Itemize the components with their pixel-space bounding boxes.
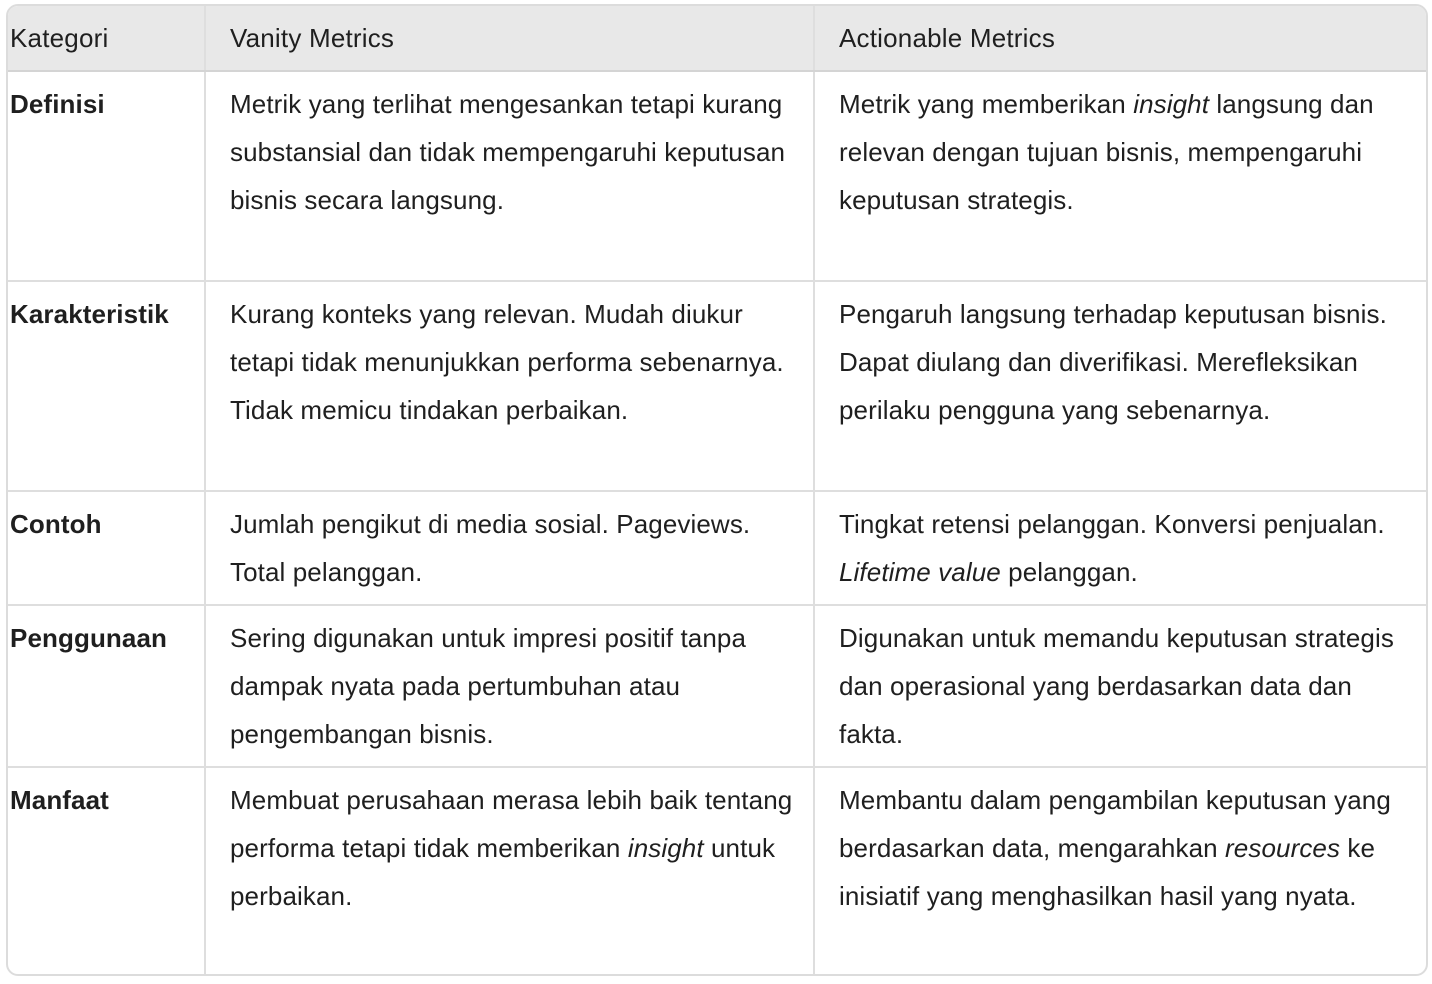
vanity-cell [205,767,814,974]
emphasized-text: insight [627,833,704,863]
vanity-cell [205,491,814,605]
cell-text: Kurang konteks yang relevan. Mudah diukur tetapi tidak menunjukkan performa sebenarnya. Tidak memicu tindakan perbaikan. [230,299,784,425]
header-vanity-metrics: Vanity Metrics [205,6,814,71]
category-cell: Karakteristik [8,281,205,491]
table-row [8,605,1426,767]
vanity-cell [205,281,814,491]
actionable-cell [814,767,1426,974]
table-row [8,71,1426,281]
cell-text: Metrik yang memberikan [839,89,1134,119]
cell-text: Metrik yang terlihat mengesankan tetapi kurang substansial dan tidak mempengaruhi keputusan bisnis secara langsung. [230,89,786,215]
actionable-cell [814,281,1426,491]
cell-text: langsung dan relevan dengan tujuan bisnis, mempengaruhi keputusan strategis. [839,89,1374,215]
header-actionable-metrics: Actionable Metrics [814,6,1426,71]
cell-text: Tingkat retensi pelanggan. Konversi penjualan. [839,509,1385,539]
cell-text: Jumlah pengikut di media sosial. Pageviews. Total pelanggan. [230,509,751,587]
emphasized-text: insight [1133,89,1210,119]
cell-text: ke inisiatif yang menghasilkan hasil yang nyata. [839,833,1376,911]
actionable-cell [814,605,1426,767]
actionable-cell [814,491,1426,605]
cell-text: Membantu dalam pengambilan keputusan yang berdasarkan data, mengarahkan [839,785,1391,863]
category-cell: Contoh [8,491,205,605]
table-row [8,767,1426,974]
table-body [8,71,1426,974]
vanity-cell [205,71,814,281]
table-header [8,6,1426,71]
actionable-cell [814,71,1426,281]
comparison-table-container [6,4,1428,976]
emphasized-text: resources [1225,833,1341,863]
emphasized-text: Lifetime value [839,557,1001,587]
vanity-cell [205,605,814,767]
cell-text: pelanggan. [1000,557,1138,587]
category-cell: Definisi [8,71,205,281]
cell-text: Membuat perusahaan merasa lebih baik tentang performa tetapi tidak memberikan [230,785,793,863]
table-row [8,491,1426,605]
table-row [8,281,1426,491]
category-cell: Penggunaan [8,605,205,767]
category-cell: Manfaat [8,767,205,974]
cell-text: Digunakan untuk memandu keputusan strategis dan operasional yang berdasarkan data dan fakta. [839,623,1394,749]
cell-text: Sering digunakan untuk impresi positif tanpa dampak nyata pada pertumbuhan atau pengembangan bisnis. [230,623,747,749]
cell-text: Pengaruh langsung terhadap keputusan bisnis. Dapat diulang dan diverifikasi. Merefleksikan perilaku pengguna yang sebenarnya. [839,299,1387,425]
cell-text: untuk perbaikan. [230,833,776,911]
comparison-table [8,6,1426,974]
header-row [8,6,1426,71]
header-kategori: Kategori [8,6,205,71]
